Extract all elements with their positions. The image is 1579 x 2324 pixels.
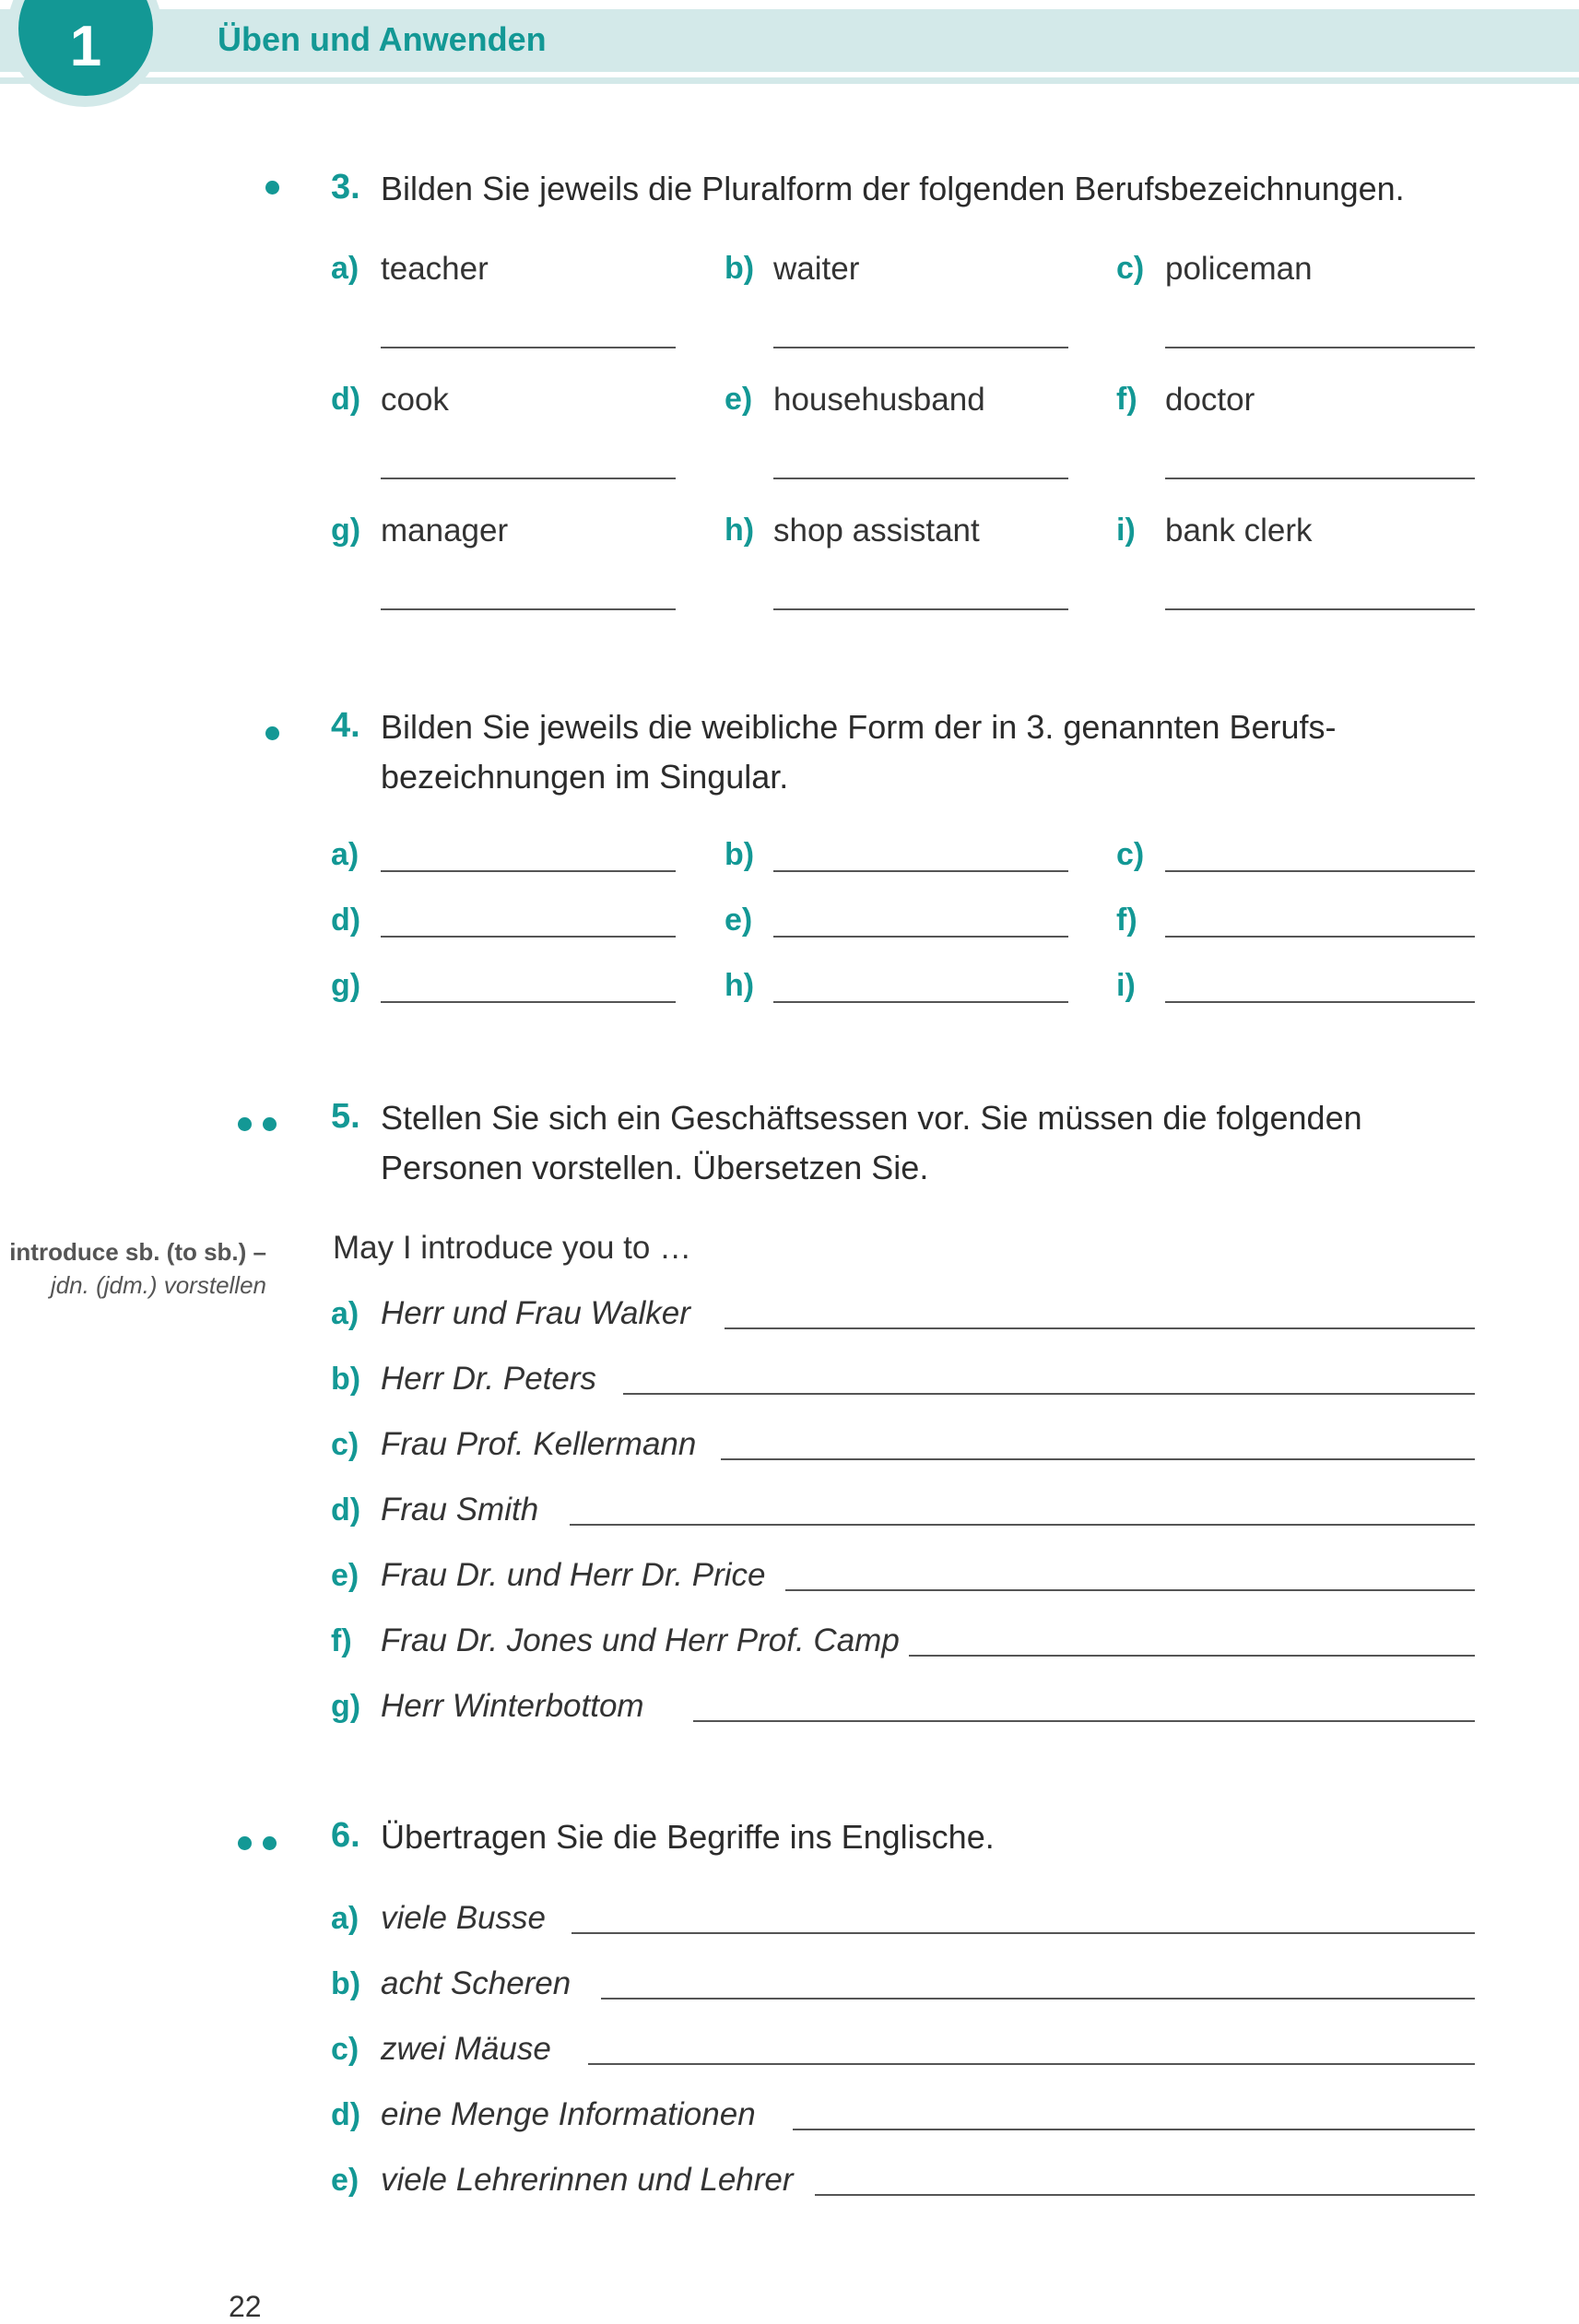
item-label: c)	[1116, 837, 1145, 872]
difficulty-dots	[238, 1836, 288, 1855]
item-word: policeman	[1165, 251, 1313, 287]
exercise-number: 3.	[331, 168, 360, 206]
item-label: a)	[331, 837, 359, 872]
item-label: e)	[331, 1558, 359, 1593]
answer-line[interactable]	[815, 2194, 1475, 2196]
item-label: d)	[331, 1492, 361, 1528]
item-word: shop assistant	[773, 513, 980, 549]
difficulty-dot-icon	[265, 726, 279, 740]
item-word: waiter	[773, 251, 860, 287]
answer-line[interactable]	[1165, 347, 1475, 348]
item-label: h)	[725, 968, 755, 1003]
section-title: Üben und Anwenden	[218, 20, 547, 58]
answer-line[interactable]	[1165, 1001, 1475, 1003]
answer-line[interactable]	[773, 1001, 1068, 1003]
sidenote-term: introduce sb. (to sb.) –	[9, 1238, 266, 1266]
intro-phrase: May I introduce you to …	[333, 1230, 692, 1266]
item-text: Herr Dr. Peters	[381, 1361, 597, 1397]
exercise-instruction: Übertragen Sie die Begriffe ins Englische.	[381, 1818, 995, 1856]
item-label: e)	[331, 2163, 359, 2198]
answer-line[interactable]	[1165, 936, 1475, 938]
item-text: viele Lehrerinnen und Lehrer	[381, 2162, 794, 2198]
item-label: d)	[331, 2097, 361, 2132]
answer-line[interactable]	[381, 1001, 676, 1003]
answer-line[interactable]	[601, 1998, 1475, 2000]
answer-line[interactable]	[570, 1524, 1475, 1526]
item-text: Frau Prof. Kellermann	[381, 1426, 697, 1462]
item-label: a)	[331, 251, 359, 286]
item-label: f)	[1116, 382, 1137, 417]
item-label: a)	[331, 1296, 359, 1331]
answer-line[interactable]	[773, 870, 1068, 872]
difficulty-dot-icon	[238, 1836, 252, 1850]
item-word: househusband	[773, 382, 985, 418]
exercise-instruction-line-2: bezeichnungen im Singular.	[381, 758, 789, 796]
header-divider	[0, 77, 1579, 84]
answer-line[interactable]	[773, 608, 1068, 610]
item-label: i)	[1116, 968, 1136, 1003]
answer-line[interactable]	[721, 1458, 1475, 1460]
item-word: teacher	[381, 251, 489, 287]
sidenote-translation: jdn. (jdm.) vorstellen	[50, 1271, 266, 1299]
answer-line[interactable]	[793, 2129, 1475, 2130]
item-label: e)	[725, 382, 753, 417]
item-label: g)	[331, 513, 361, 548]
item-label: b)	[725, 251, 755, 286]
answer-line[interactable]	[1165, 608, 1475, 610]
item-label: h)	[725, 513, 755, 548]
answer-line[interactable]	[381, 608, 676, 610]
answer-line[interactable]	[773, 936, 1068, 938]
difficulty-dot-icon	[265, 181, 279, 195]
item-label: c)	[331, 1427, 359, 1462]
difficulty-dot-icon	[238, 1117, 252, 1131]
exercise-instruction-line-1: Bilden Sie jeweils die weibliche Form der in 3. genannten Berufs-	[381, 708, 1337, 746]
difficulty-dot-icon	[263, 1836, 277, 1850]
answer-line[interactable]	[572, 1932, 1475, 1934]
exercise-instruction-line-2: Personen vorstellen. Übersetzen Sie.	[381, 1149, 929, 1186]
chapter-number: 1	[69, 15, 102, 78]
answer-line[interactable]	[381, 870, 676, 872]
item-word: bank clerk	[1165, 513, 1313, 549]
answer-line[interactable]	[773, 347, 1068, 348]
exercise-number: 6.	[331, 1816, 360, 1855]
answer-line[interactable]	[1165, 478, 1475, 479]
item-text: Herr Winterbottom	[381, 1688, 644, 1724]
item-label: c)	[1116, 251, 1145, 286]
answer-line[interactable]	[693, 1720, 1475, 1722]
answer-line[interactable]	[1165, 870, 1475, 872]
item-label: a)	[331, 1901, 359, 1936]
item-label: c)	[331, 2032, 359, 2067]
difficulty-dots	[265, 181, 290, 199]
exercise-instruction: Bilden Sie jeweils die Pluralform der folgenden Berufsbezeichnungen.	[381, 170, 1405, 207]
item-text: Frau Dr. Jones und Herr Prof. Camp	[381, 1622, 900, 1658]
item-label: e)	[725, 902, 753, 938]
exercise-instruction-line-1: Stellen Sie sich ein Geschäftsessen vor. Sie müssen die folgenden	[381, 1099, 1362, 1137]
item-text: Frau Smith	[381, 1492, 539, 1528]
answer-line[interactable]	[725, 1327, 1475, 1329]
answer-line[interactable]	[785, 1589, 1475, 1591]
item-label: f)	[331, 1623, 352, 1658]
item-word: manager	[381, 513, 509, 549]
item-label: b)	[725, 837, 755, 872]
answer-line[interactable]	[909, 1655, 1475, 1657]
item-label: b)	[331, 1362, 361, 1397]
item-label: d)	[331, 902, 361, 938]
item-text: acht Scheren	[381, 1965, 572, 2001]
answer-line[interactable]	[381, 478, 676, 479]
item-label: f)	[1116, 902, 1137, 938]
item-word: cook	[381, 382, 449, 418]
answer-line[interactable]	[381, 936, 676, 938]
page-number: 22	[229, 2290, 262, 2323]
difficulty-dots	[265, 726, 290, 745]
difficulty-dots	[238, 1117, 288, 1136]
difficulty-dot-icon	[263, 1117, 277, 1131]
item-text: Herr und Frau Walker	[381, 1295, 690, 1331]
answer-line[interactable]	[773, 478, 1068, 479]
item-text: eine Menge Informationen	[381, 2096, 756, 2132]
item-text: Frau Dr. und Herr Dr. Price	[381, 1557, 766, 1593]
exercise-number: 5.	[331, 1097, 360, 1136]
item-text: zwei Mäuse	[381, 2031, 551, 2067]
item-label: d)	[331, 382, 361, 417]
item-label: g)	[331, 1689, 361, 1724]
item-label: g)	[331, 968, 361, 1003]
item-word: doctor	[1165, 382, 1255, 418]
exercise-number: 4.	[331, 706, 360, 745]
vocabulary-sidenote	[9, 1235, 266, 1302]
item-text: viele Busse	[381, 1900, 546, 1936]
item-label: b)	[331, 1966, 361, 2001]
answer-line[interactable]	[588, 2063, 1475, 2065]
item-label: i)	[1116, 513, 1136, 548]
answer-line[interactable]	[623, 1393, 1475, 1395]
answer-line[interactable]	[381, 347, 676, 348]
